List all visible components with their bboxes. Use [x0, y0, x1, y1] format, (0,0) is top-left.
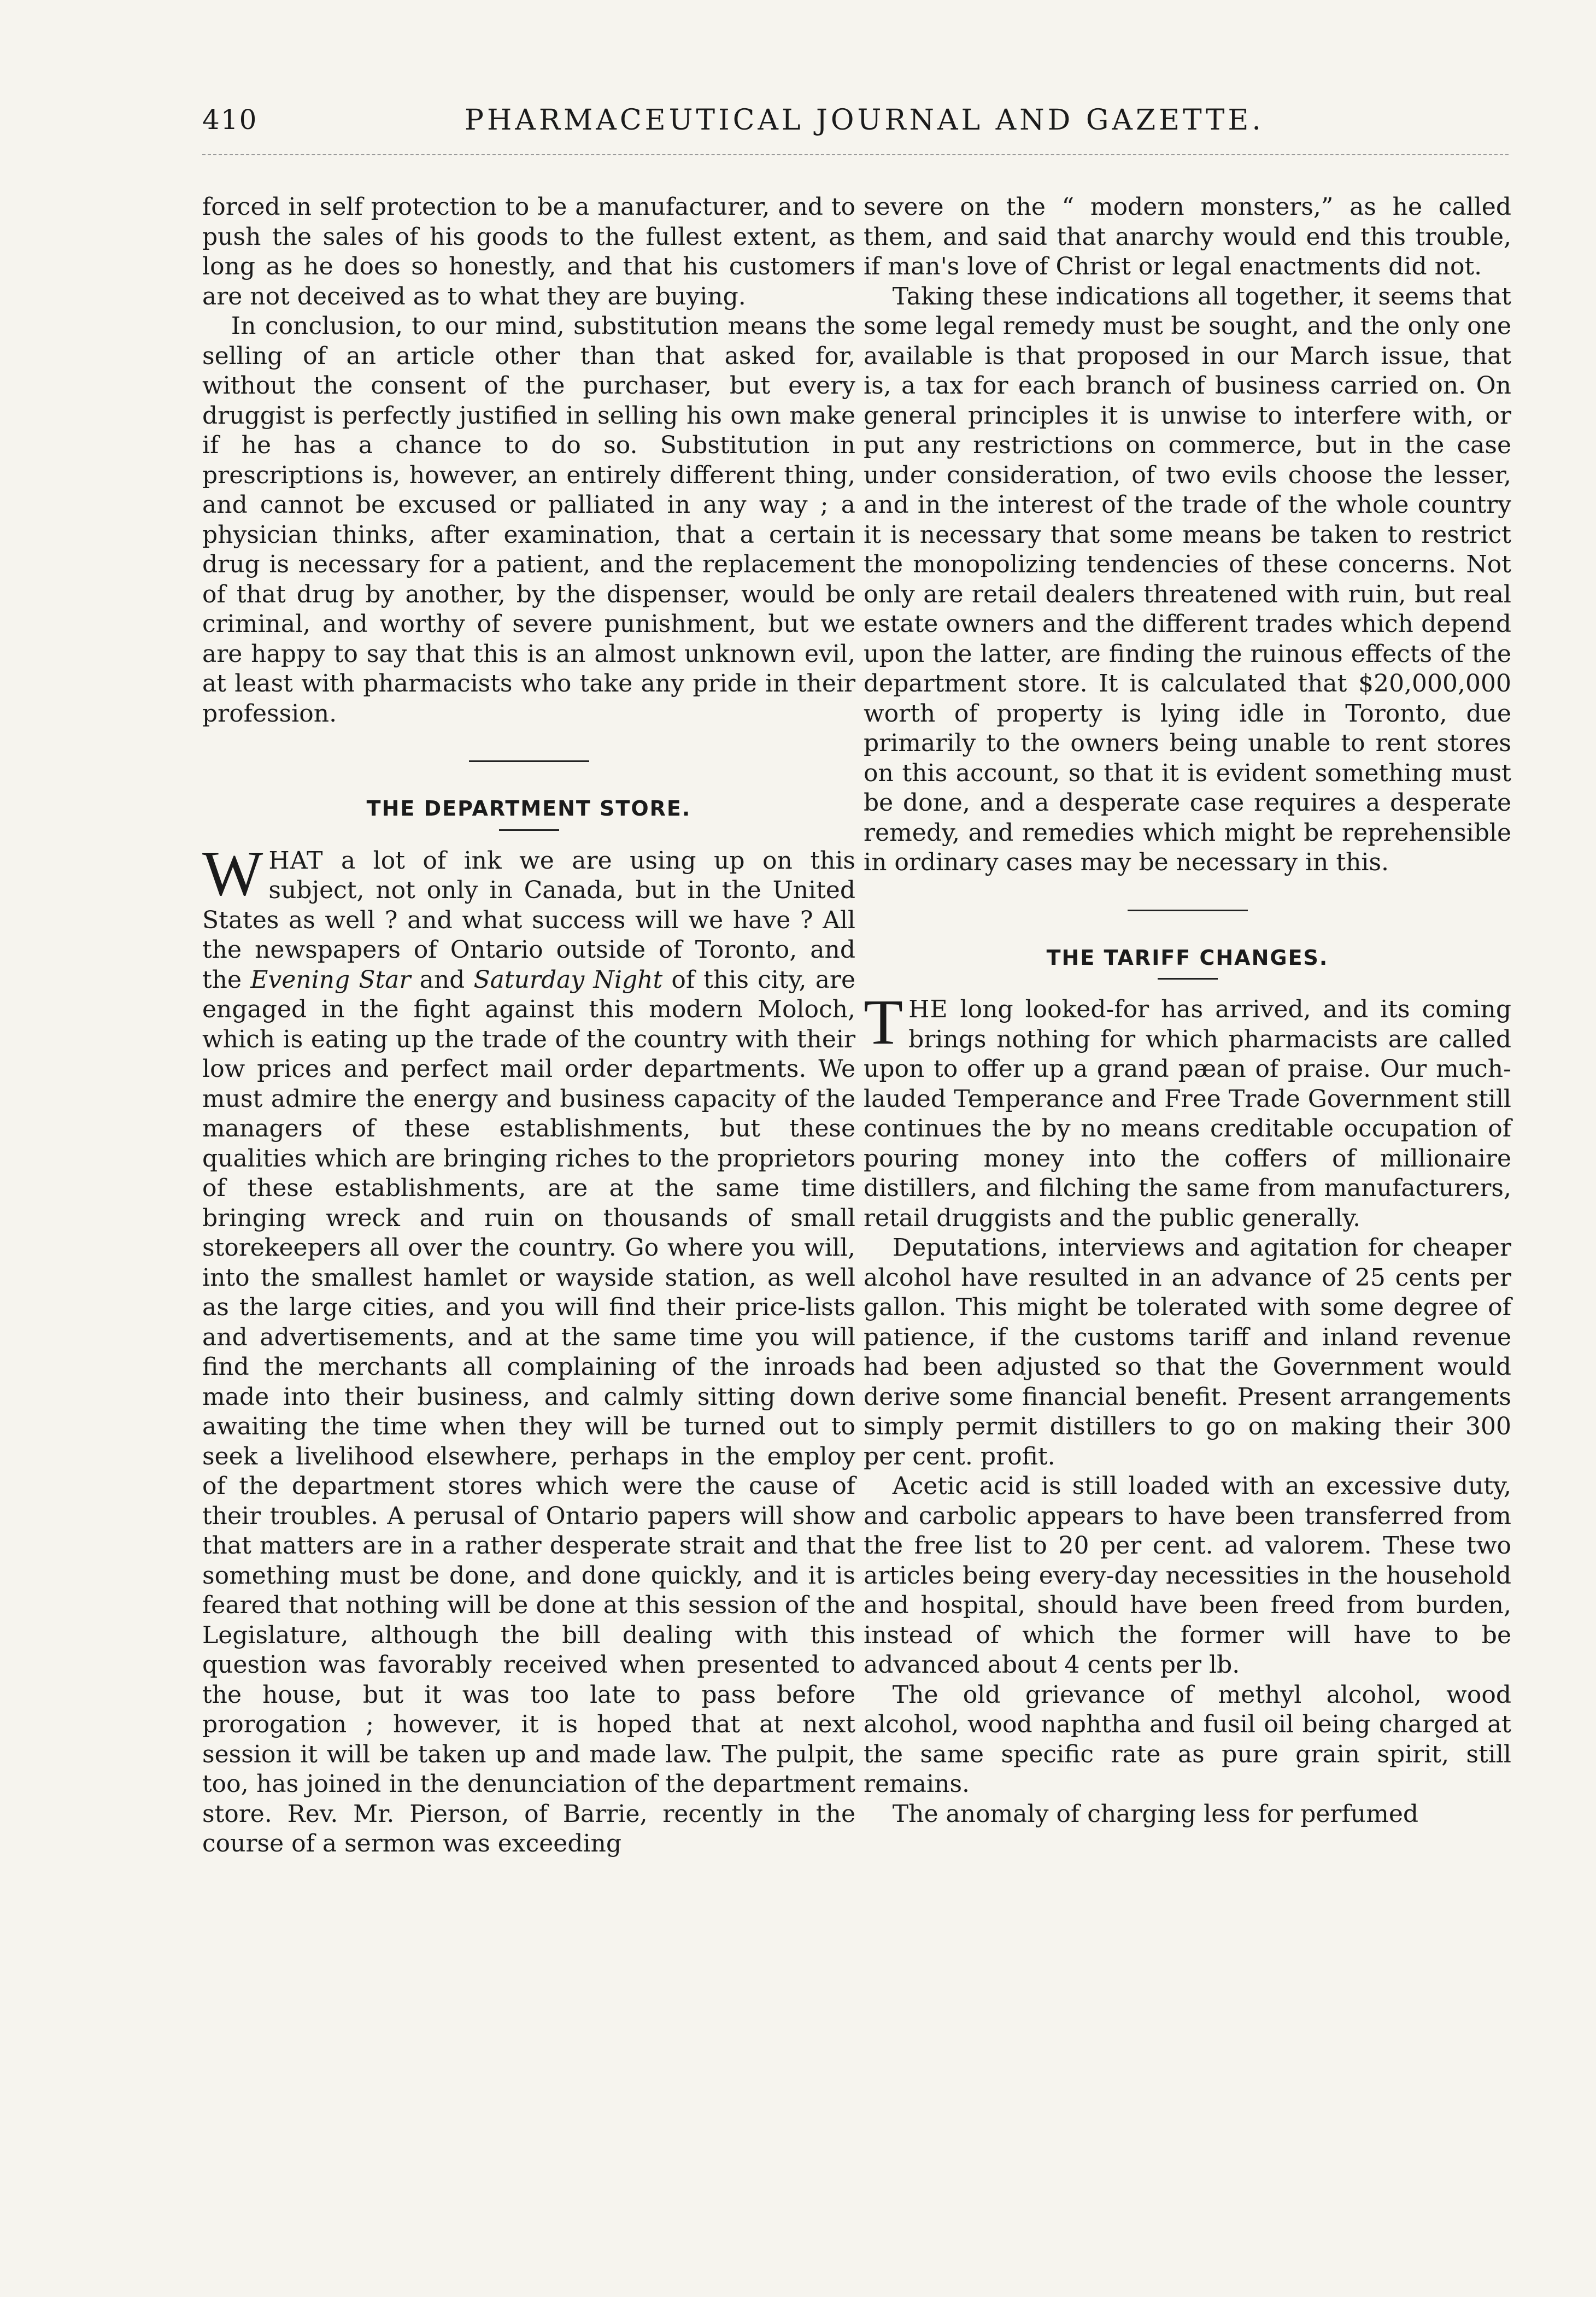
running-title: PHARMACEUTICAL JOURNAL AND GAZETTE.: [465, 104, 1264, 137]
page-number: 410: [202, 104, 258, 136]
drop-cap: T: [864, 986, 903, 1058]
left-column: [202, 192, 855, 1859]
tariff-changes-heading: THE TARIFF CHANGES.: [1046, 945, 1329, 970]
tariff-text: long looked-for has arrived, and its coming brings nothing for which pharmacists are called upon to offer up a grand pæan of praise. Our much-lauded Temperance and Free Trade Government still continues the by no means creditable occupation of pouring money into the coffers of millionaire distillers, and filching the same from manufacturers, retail druggists and the public generally.: [864, 995, 1511, 1232]
department-store-article: [202, 837, 855, 1859]
department-store-heading: THE DEPARTMENT STORE.: [366, 796, 691, 821]
publication-name: Evening Star: [250, 965, 411, 994]
tariff-paragraph: Deputations, interviews and agitation for cheaper alcohol have resulted in an advance of 25 cents per gallon. This might be tolerated with some degree of patience, if the customs tariff and inland revenue had been adjusted so that the Government would derive some financial benefit. Present arrangements simply permit distillers to go on making their 300 per cent. profit.: [864, 1234, 1511, 1470]
header-rule: [202, 154, 1509, 155]
page-header: [202, 104, 1509, 148]
tariff-paragraph: The anomaly of charging less for perfumed: [892, 1800, 1419, 1828]
section-divider: [1128, 910, 1248, 911]
continued-paragraph: severe on the “ modern monsters,” as he called them, and said that anarchy would end this trouble, if man's love of Christ or legal enactments did not.: [864, 193, 1511, 280]
small-caps-lead: HAT: [268, 846, 324, 875]
article-text-2: and: [410, 965, 474, 994]
article-text-1: a lot of ink we are using up on this subject, not only in Canada, but in the United States as well ? and what success will we have ? All the newspapers of Ontario outside of Toronto, and the: [202, 846, 855, 994]
continued-paragraph: forced in self protection to be a manufacturer, and to push the sales of his goods to the fullest extent, as long as he does so honestly, and that his customers are not deceived as to what they are buying.: [202, 193, 855, 310]
tariff-paragraph: [864, 986, 1511, 1233]
heading-rule: [1158, 978, 1218, 980]
article-text-3: of this city, are engaged in the fight against this modern Moloch, which is eating up the trade of the country with their low prices and perfect mail order departments. We must admire the energy and business capacity of the managers of these establishments, but these qualities which are bringing riches to the proprietors of these establishments, are at the same time bringing wreck and ruin on thousands of small storekeepers all over the country. Go where you will, into the smallest hamlet or wayside station, as well as the large cities, and you will find their price-lists and advertisements, and at the same time you will find the merchants all complaining of the inroads made into their business, and calmly sitting down awaiting the time when they will be turned out to seek a livelihood elsewhere, perhaps in the employ of the department stores which were the cause of their troubles. A perusal of Ontario papers will show that matters are in a rather desperate strait and that something must be done, and done quickly, and it is feared that nothing will be done at this session of the Legislature, although the bill dealing with this question was favorably received when presented to the house, but it was too late to pass before prorogation ; however, it is hoped that at next session it will be taken up and made law. The pulpit, too, has joined in the denunciation of the department store. Rev. Mr. Pierson, of Barrie, recently in the course of a sermon was exceeding: [202, 965, 855, 1857]
drop-cap: W: [202, 837, 263, 909]
small-caps-lead: HE: [908, 995, 948, 1023]
right-column: [864, 192, 1511, 1829]
heading-rule: [499, 829, 559, 831]
tariff-paragraph: The old grievance of methyl alcohol, wood alcohol, wood naphtha and fusil oil being charged at the same specific rate as pure grain spirit, still remains.: [864, 1680, 1511, 1798]
publication-name: Saturday Night: [473, 965, 663, 994]
legal-remedy-paragraph: Taking these indications all together, it seems that some legal remedy must be sought, and the only one available is that proposed in our March issue, that is, a tax for each branch of business carried on. On general principles it is unwise to interfere with, or put any restrictions on commerce, but in the case under consideration, of two evils choose the lesser, and in the interest of the trade of the whole country it is necessary that some means be taken to restrict the monopolizing tendencies of these concerns. Not only are retail dealers threatened with ruin, but real estate owners and the different trades which depend upon the latter, are finding the ruinous effects of the department store. It is calculated that $20,000,000 worth of property is lying idle in Toronto, due primarily to the owners being unable to rent stores on this account, so that it is evident something must be done, and a desperate case requires a desperate remedy, and remedies which might be reprehensible in ordinary cases may be necessary in this.: [864, 282, 1511, 876]
tariff-paragraph: Acetic acid is still loaded with an excessive duty, and carbolic appears to have been transferred from the free list to 20 per cent. ad valorem. These two articles being every-day necessities in the household and hospital, should have been freed from burden, instead of which the former will have to be advanced about 4 cents per lb.: [864, 1472, 1511, 1679]
conclusion-paragraph: In conclusion, to our mind, substitution means the selling of an article other than that asked for, without the consent of the purchaser, but every druggist is perfectly justified in selling his own make if he has a chance to do so. Substitution in prescriptions is, however, an entirely different thing, and cannot be excused or palliated in any way ; a physician thinks, after examination, that a certain drug is necessary for a patient, and the replacement of that drug by another, by the dispenser, would be criminal, and worthy of severe punishment, but we are happy to say that this is an almost unknown evil, at least with pharmacists who take any pride in their profession.: [202, 312, 855, 728]
section-divider: [469, 760, 589, 762]
